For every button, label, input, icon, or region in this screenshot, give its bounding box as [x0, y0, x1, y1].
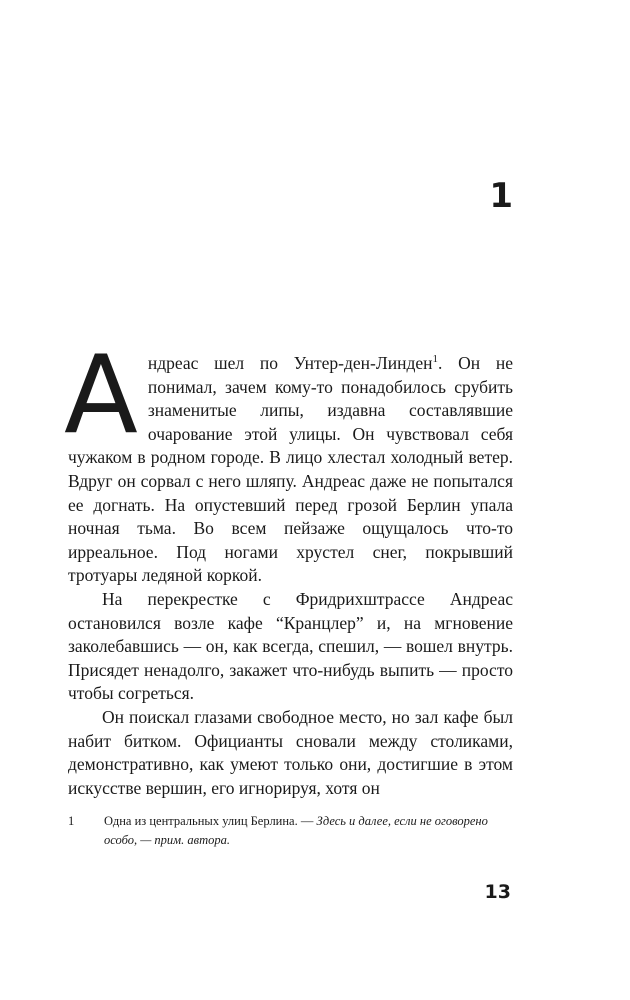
paragraph-2: На перекрестке с Фридрихштрассе Андреас остановился возле кафе “Кранцлер” и, на мгновение заколебавшись — он, как всегда, спешил, — вошел внутрь. Присядет ненадолго, закажет что-нибудь выпить — просто чтобы согреться. — [68, 588, 513, 704]
footnote-mark: 1 — [68, 814, 75, 828]
footnote-text-italic: Здесь и далее, если не оговорено особо, — прим. автора. — [104, 814, 488, 847]
footnote-text-plain: Одна из центральных улиц Берлина. — — [104, 814, 317, 828]
footnote — [68, 812, 513, 849]
paragraph-1-rest: . Он не понимал, зачем кому-то понадобилось срубить знаменитые липы, издавна составлявшие очарование этой улицы. Он чувствовал себя чужаком в родном городе. В лицо хлестал холодный ветер. Вдруг он сорвал с него шляпу. Андреас даже не попытался ее догнать. На опустевший перед грозой Берлин упала ночная тьма. Во всем пейзаже ощущалось что-то ирреальное. Под ногами хрустел снег, покрывший тротуары ледяной коркой. — [68, 353, 513, 586]
paragraph-1 — [64, 333, 513, 588]
footnote-reference: 1 — [432, 353, 438, 365]
footnote-text — [104, 812, 513, 849]
chapter-number: 1 — [489, 176, 513, 216]
page-number: 13 — [484, 881, 511, 903]
body-text — [64, 333, 513, 800]
paragraph-3: Он поискал глазами свободное место, но зал кафе был набит битком. Официанты сновали между столиками, демонстративно, как умеют только они, достигшие в этом искусстве вершин, его игнорируя, хотя он — [68, 706, 513, 798]
drop-cap: А — [64, 333, 138, 458]
paragraph-1-lead: ндреас шел по Унтер-ден-Линден — [147, 353, 433, 373]
